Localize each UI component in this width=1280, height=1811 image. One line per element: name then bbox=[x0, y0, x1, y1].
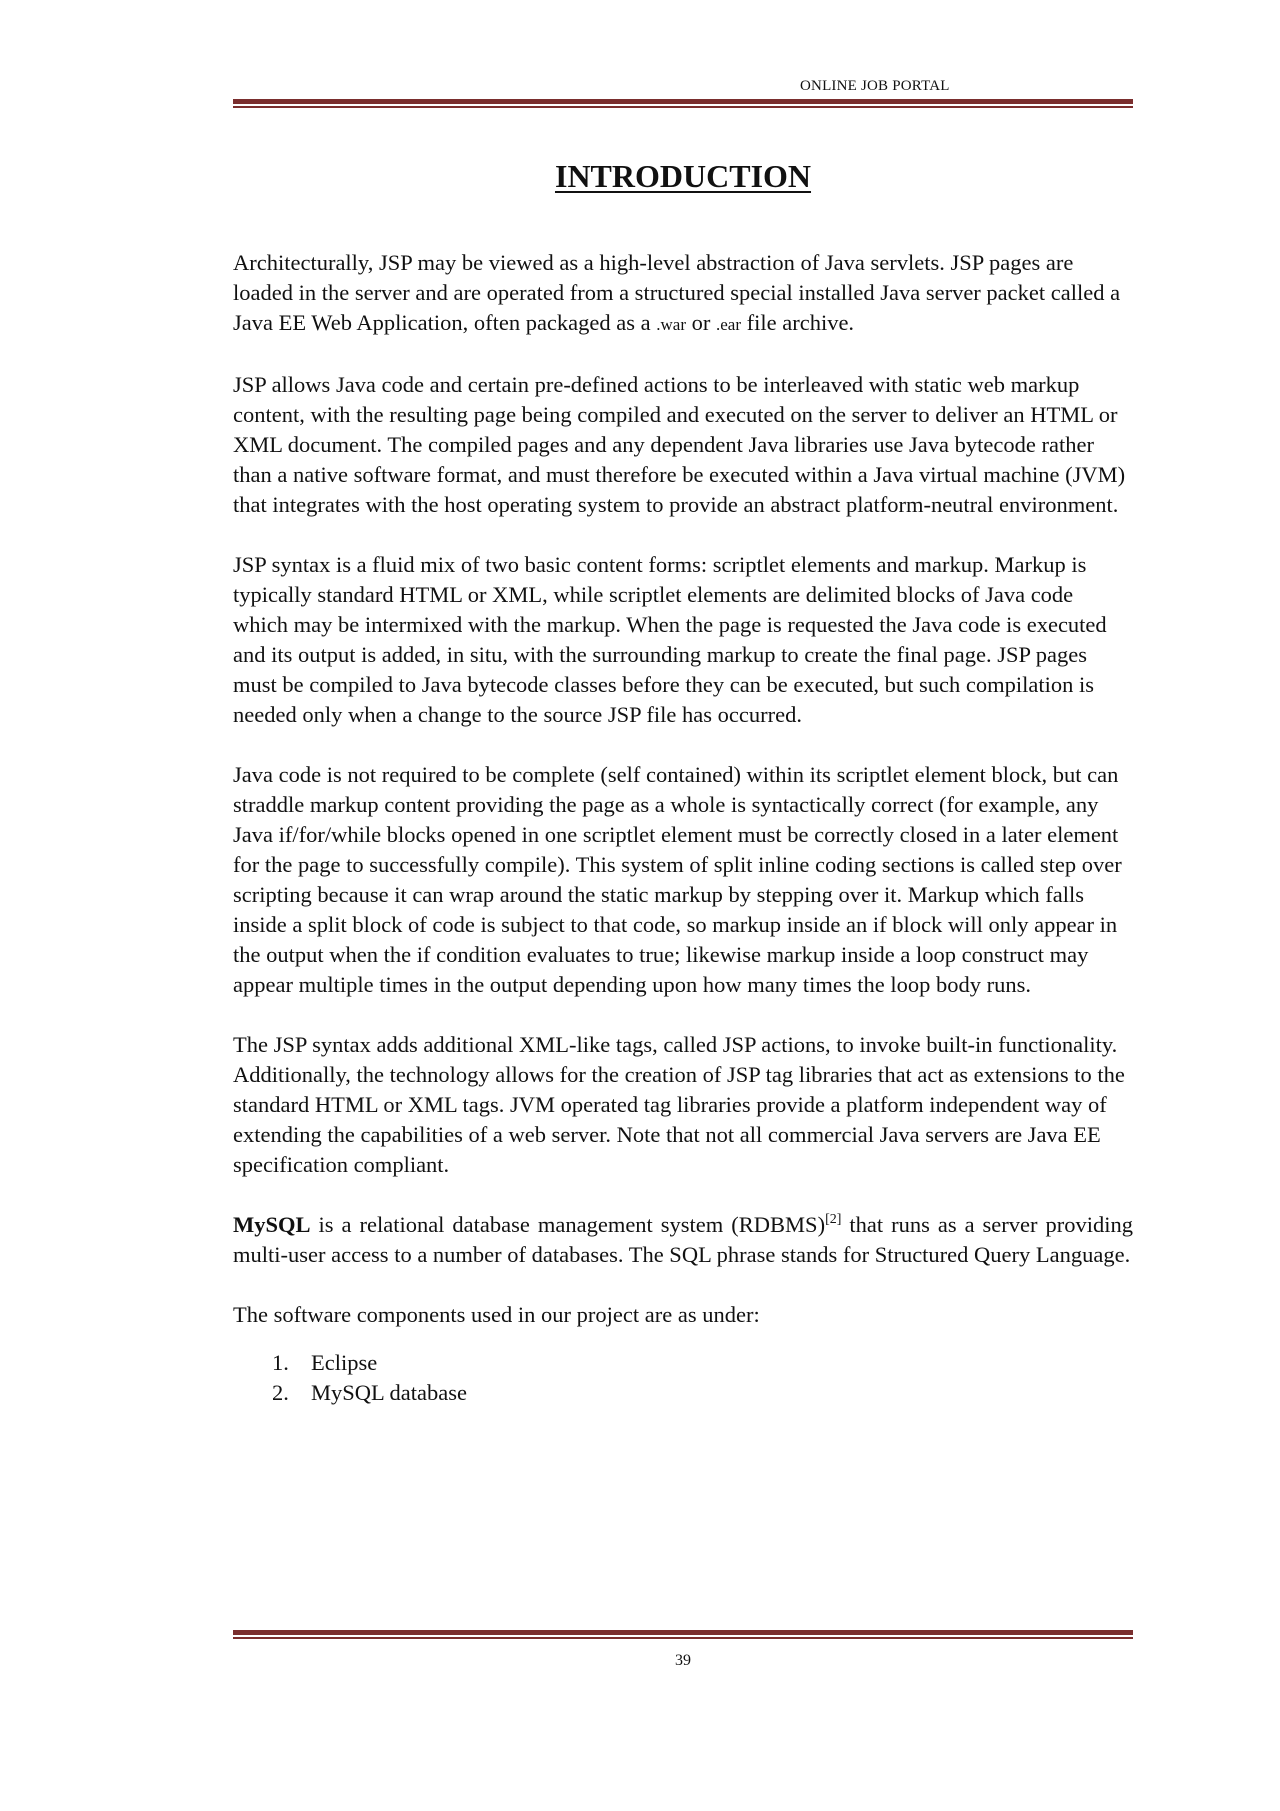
footer-rule-thin bbox=[233, 1637, 1133, 1639]
paragraph-4: Java code is not required to be complete (self contained) within its scriptlet element block, but can straddle markup content providing the page as a whole is syntactically correct (for example, any Java if/for/while blocks opened in one scriptlet element must be correctly closed in a later element for the page to successfully compile). This system of split inline coding sections is called step over scripting because it can wrap around the static markup by stepping over it. Markup which falls inside a split block of code is subject to that code, so markup inside an if block will only appear in the output when the if condition evaluates to true; likewise markup inside a loop construct may appear multiple times in the output depending upon how many times the loop body runs. bbox=[233, 762, 1122, 997]
paragraph-1-or: or bbox=[685, 310, 716, 335]
page-title: INTRODUCTION bbox=[554, 158, 812, 194]
paragraph-3: JSP syntax is a fluid mix of two basic content forms: scriptlet elements and markup. Markup is typically standard HTML or XML, while scriptlet elements are delimited blocks of Java code which may be intermixed with the markup. When the page is requested the Java code is executed and its output is added, in situ, with the surrounding markup to create the final page. JSP pages must be compiled to Java bytecode classes before they can be executed, but such compilation is needed only when a change to the source JSP file has occurred. bbox=[233, 552, 1107, 727]
paragraph-2: JSP allows Java code and certain pre-defined actions to be interleaved with static web markup content, with the resulting page being compiled and executed on the server to deliver an HTML or XML document. The compiled pages and any dependent Java libraries use Java bytecode rather than a native software format, and must therefore be executed within a Java virtual machine (JVM) that integrates with the host operating system to provide an abstract platform-neutral environment. bbox=[233, 372, 1126, 517]
list-item-number: 2. bbox=[272, 1380, 289, 1405]
mysql-bold: MySQL bbox=[233, 1212, 311, 1237]
paragraph-1-text-a: Architecturally, JSP may be viewed as a high-level abstraction of Java servlets. JSP pages are loaded in the server and are operated from a structured special installed Java server packet called a Java EE Web Application, often packaged as a bbox=[233, 250, 1121, 335]
paragraph-components-intro: The software components used in our project are as under: bbox=[233, 1302, 760, 1327]
paragraph-1 bbox=[233, 248, 1133, 340]
page-number: 39 bbox=[675, 1652, 691, 1669]
components-list bbox=[233, 1348, 1133, 1408]
body-content bbox=[233, 248, 1133, 1408]
running-header: ONLINE JOB PORTAL bbox=[800, 78, 950, 94]
footer-rule bbox=[233, 1630, 1133, 1639]
ear-extension: .ear bbox=[715, 315, 741, 334]
header-rule-thin bbox=[233, 106, 1133, 108]
list-item-number: 1. bbox=[272, 1350, 289, 1375]
paragraph-5: The JSP syntax adds additional XML-like tags, called JSP actions, to invoke built-in functionality. Additionally, the technology allows for the creation of JSP tag libraries that act as extensions to the standard HTML or XML tags. JVM operated tag libraries provide a platform independent way of extending the capabilities of a web server. Note that not all commercial Java servers are Java EE specification compliant. bbox=[233, 1032, 1125, 1177]
war-extension: .war bbox=[656, 315, 686, 334]
header-rule bbox=[233, 99, 1133, 108]
list-item bbox=[233, 1378, 1133, 1408]
header-rule-thick bbox=[233, 99, 1133, 104]
paragraph-mysql-text-a: is a relational database management system (RDBMS) bbox=[310, 1212, 826, 1237]
citation-link[interactable]: [2] bbox=[825, 1212, 842, 1227]
footer-rule-thick bbox=[233, 1630, 1133, 1635]
list-item-label: MySQL database bbox=[311, 1380, 468, 1405]
list-item-label: Eclipse bbox=[311, 1350, 378, 1375]
paragraph-mysql bbox=[233, 1210, 1133, 1270]
paragraph-mysql-text-b: that runs as a server providing multi-user access to a number of databases. The SQL phrase stands for Structured Query Language. bbox=[233, 1212, 1133, 1267]
paragraph-1-text-b: file archive. bbox=[741, 310, 855, 335]
list-item bbox=[233, 1348, 1133, 1378]
